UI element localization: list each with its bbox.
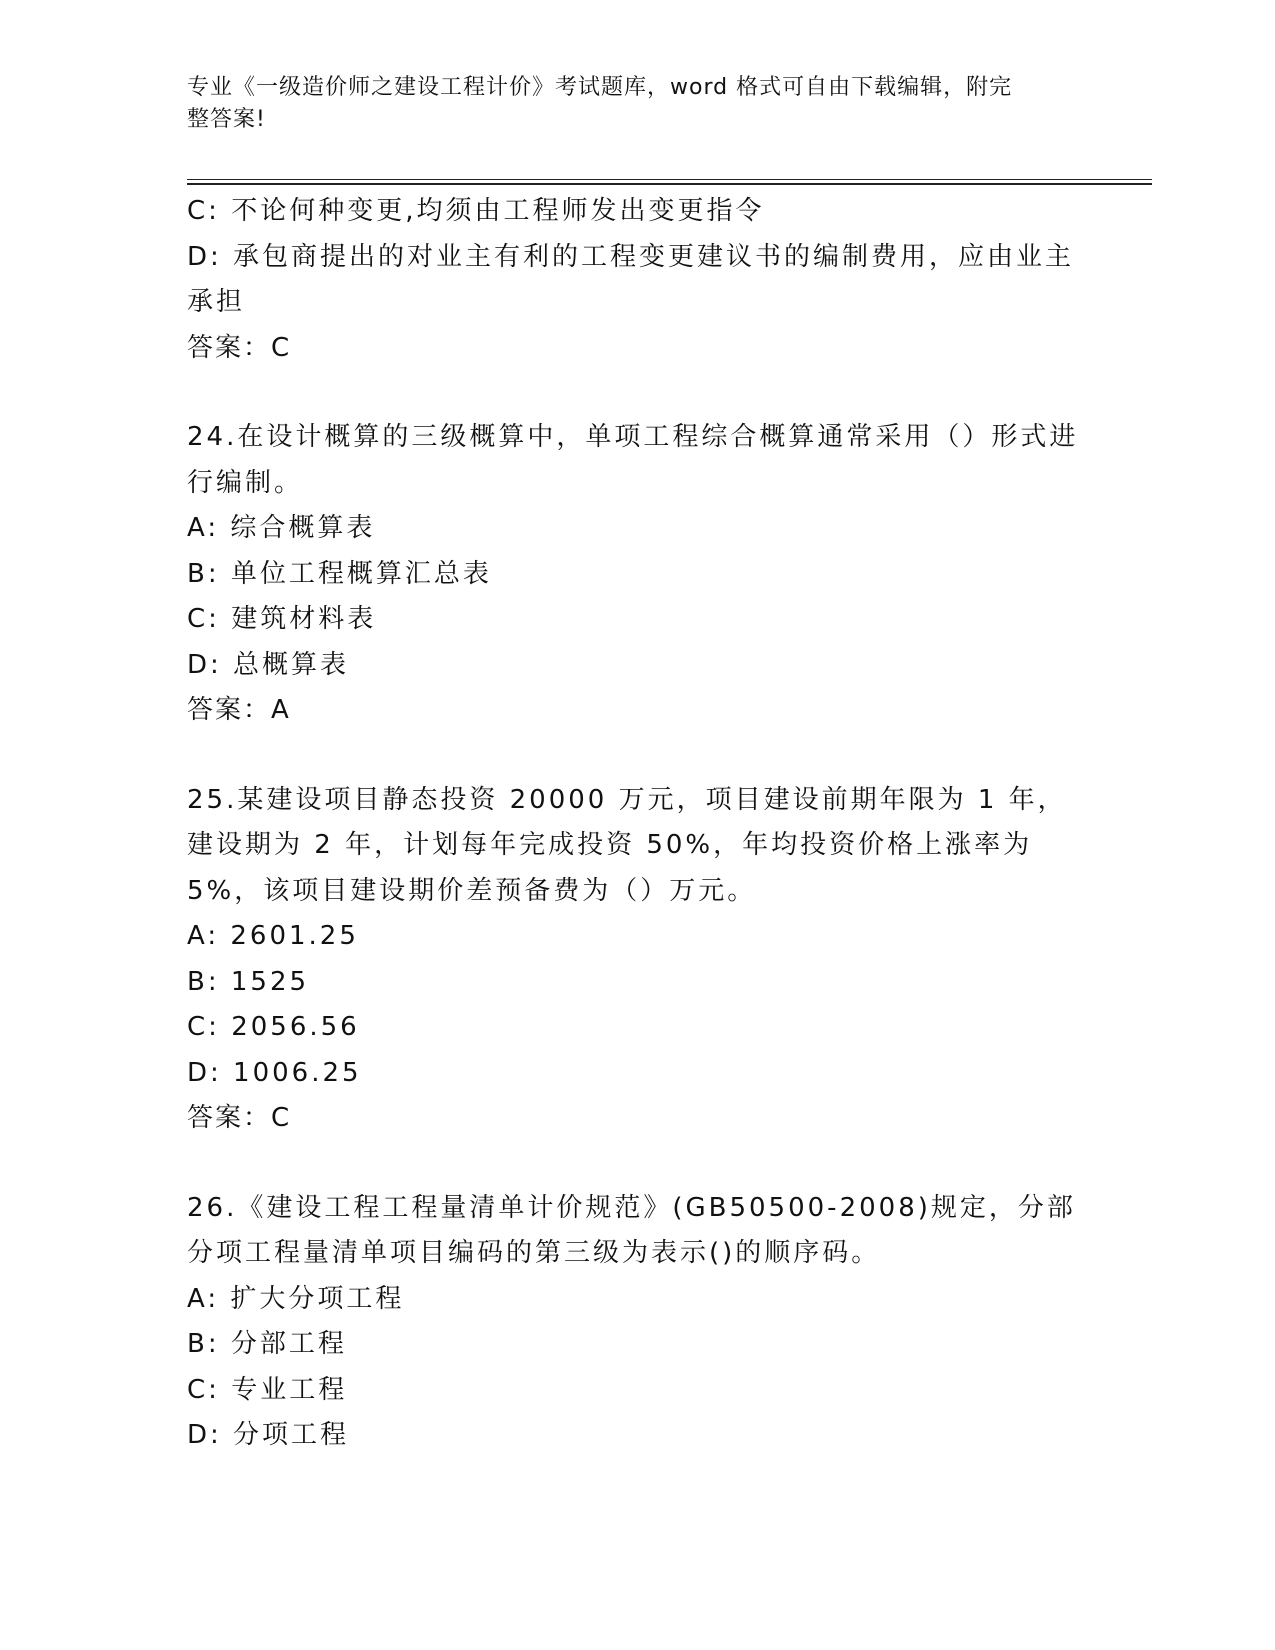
option-c — [187, 1368, 1087, 1414]
exam-content — [187, 189, 1087, 1459]
document-header — [187, 72, 1067, 136]
answer: 答案：C — [187, 1103, 292, 1133]
question-26 — [187, 1186, 1087, 1459]
answer: 答案：A — [187, 695, 291, 725]
question-stem: 25.某建设项目静态投资 20000 万元，项目建设前期年限为 1 年，建设期为 2 年，计划每年完成投资 50%，年均投资价格上涨率为 5%，该项目建设期价差预备费为（）万元。 — [187, 784, 1067, 906]
question-24 — [187, 415, 1087, 734]
option-d — [187, 643, 1087, 689]
option-label: A: — [187, 1283, 220, 1314]
option-b — [187, 552, 1087, 598]
option-d — [187, 1413, 1087, 1459]
option-d — [187, 235, 1087, 326]
option-label: C: — [187, 1374, 220, 1405]
option-text: 单位工程概算汇总表 — [230, 558, 492, 589]
option-label: D: — [187, 649, 222, 680]
option-label: B: — [187, 558, 220, 589]
option-text: 分项工程 — [233, 1420, 350, 1450]
option-text: 1525 — [230, 966, 310, 997]
option-text: 分部工程 — [230, 1329, 347, 1359]
question-stem: 26.《建设工程工程量清单计价规范》(GB50500-2008)规定，分部分项工程量清单项目编码的第三级为表示()的顺序码。 — [187, 1192, 1076, 1268]
option-text: 承包商提出的对业主有利的工程变更建议书的编制费用，应由业主承担 — [187, 241, 1075, 317]
option-text: 总概算表 — [233, 649, 350, 680]
option-text: 专业工程 — [231, 1374, 348, 1405]
option-label: A: — [187, 513, 220, 543]
option-label: B: — [187, 966, 220, 997]
header-divider-thin — [187, 179, 1152, 180]
option-text: 建筑材料表 — [231, 604, 377, 634]
option-a — [187, 914, 1087, 960]
option-text: 2601.25 — [230, 921, 359, 951]
option-b — [187, 1322, 1087, 1368]
option-text: 不论何种变更,均须由工程师发出变更指令 — [231, 196, 765, 226]
header-line-1: 专业《一级造价师之建设工程计价》考试题库，word 格式可自由下载编辑，附完 — [187, 75, 1013, 100]
option-b — [187, 960, 1087, 1006]
option-d — [187, 1051, 1087, 1097]
prev-question-tail — [187, 189, 1087, 371]
option-c — [187, 1005, 1087, 1051]
option-c — [187, 597, 1087, 643]
option-label: D: — [187, 241, 222, 272]
option-text: 扩大分项工程 — [230, 1283, 405, 1314]
option-label: C: — [187, 1012, 220, 1042]
option-label: B: — [187, 1329, 220, 1359]
answer: 答案：C — [187, 332, 292, 363]
option-a — [187, 506, 1087, 552]
option-text: 2056.56 — [231, 1012, 360, 1042]
header-line-2: 整答案! — [187, 107, 266, 132]
option-label: C: — [187, 604, 220, 634]
option-label: D: — [187, 1057, 222, 1088]
option-text: 1006.25 — [233, 1057, 362, 1088]
question-stem: 24.在设计概算的三级概算中，单项工程综合概算通常采用（）形式进行编制。 — [187, 422, 1079, 498]
option-a — [187, 1277, 1087, 1323]
option-text: 综合概算表 — [230, 513, 376, 543]
header-divider-thick — [187, 183, 1152, 185]
option-label: C: — [187, 196, 220, 226]
option-label: A: — [187, 921, 220, 951]
option-c — [187, 189, 1087, 235]
option-label: D: — [187, 1420, 222, 1450]
question-25 — [187, 778, 1087, 1142]
